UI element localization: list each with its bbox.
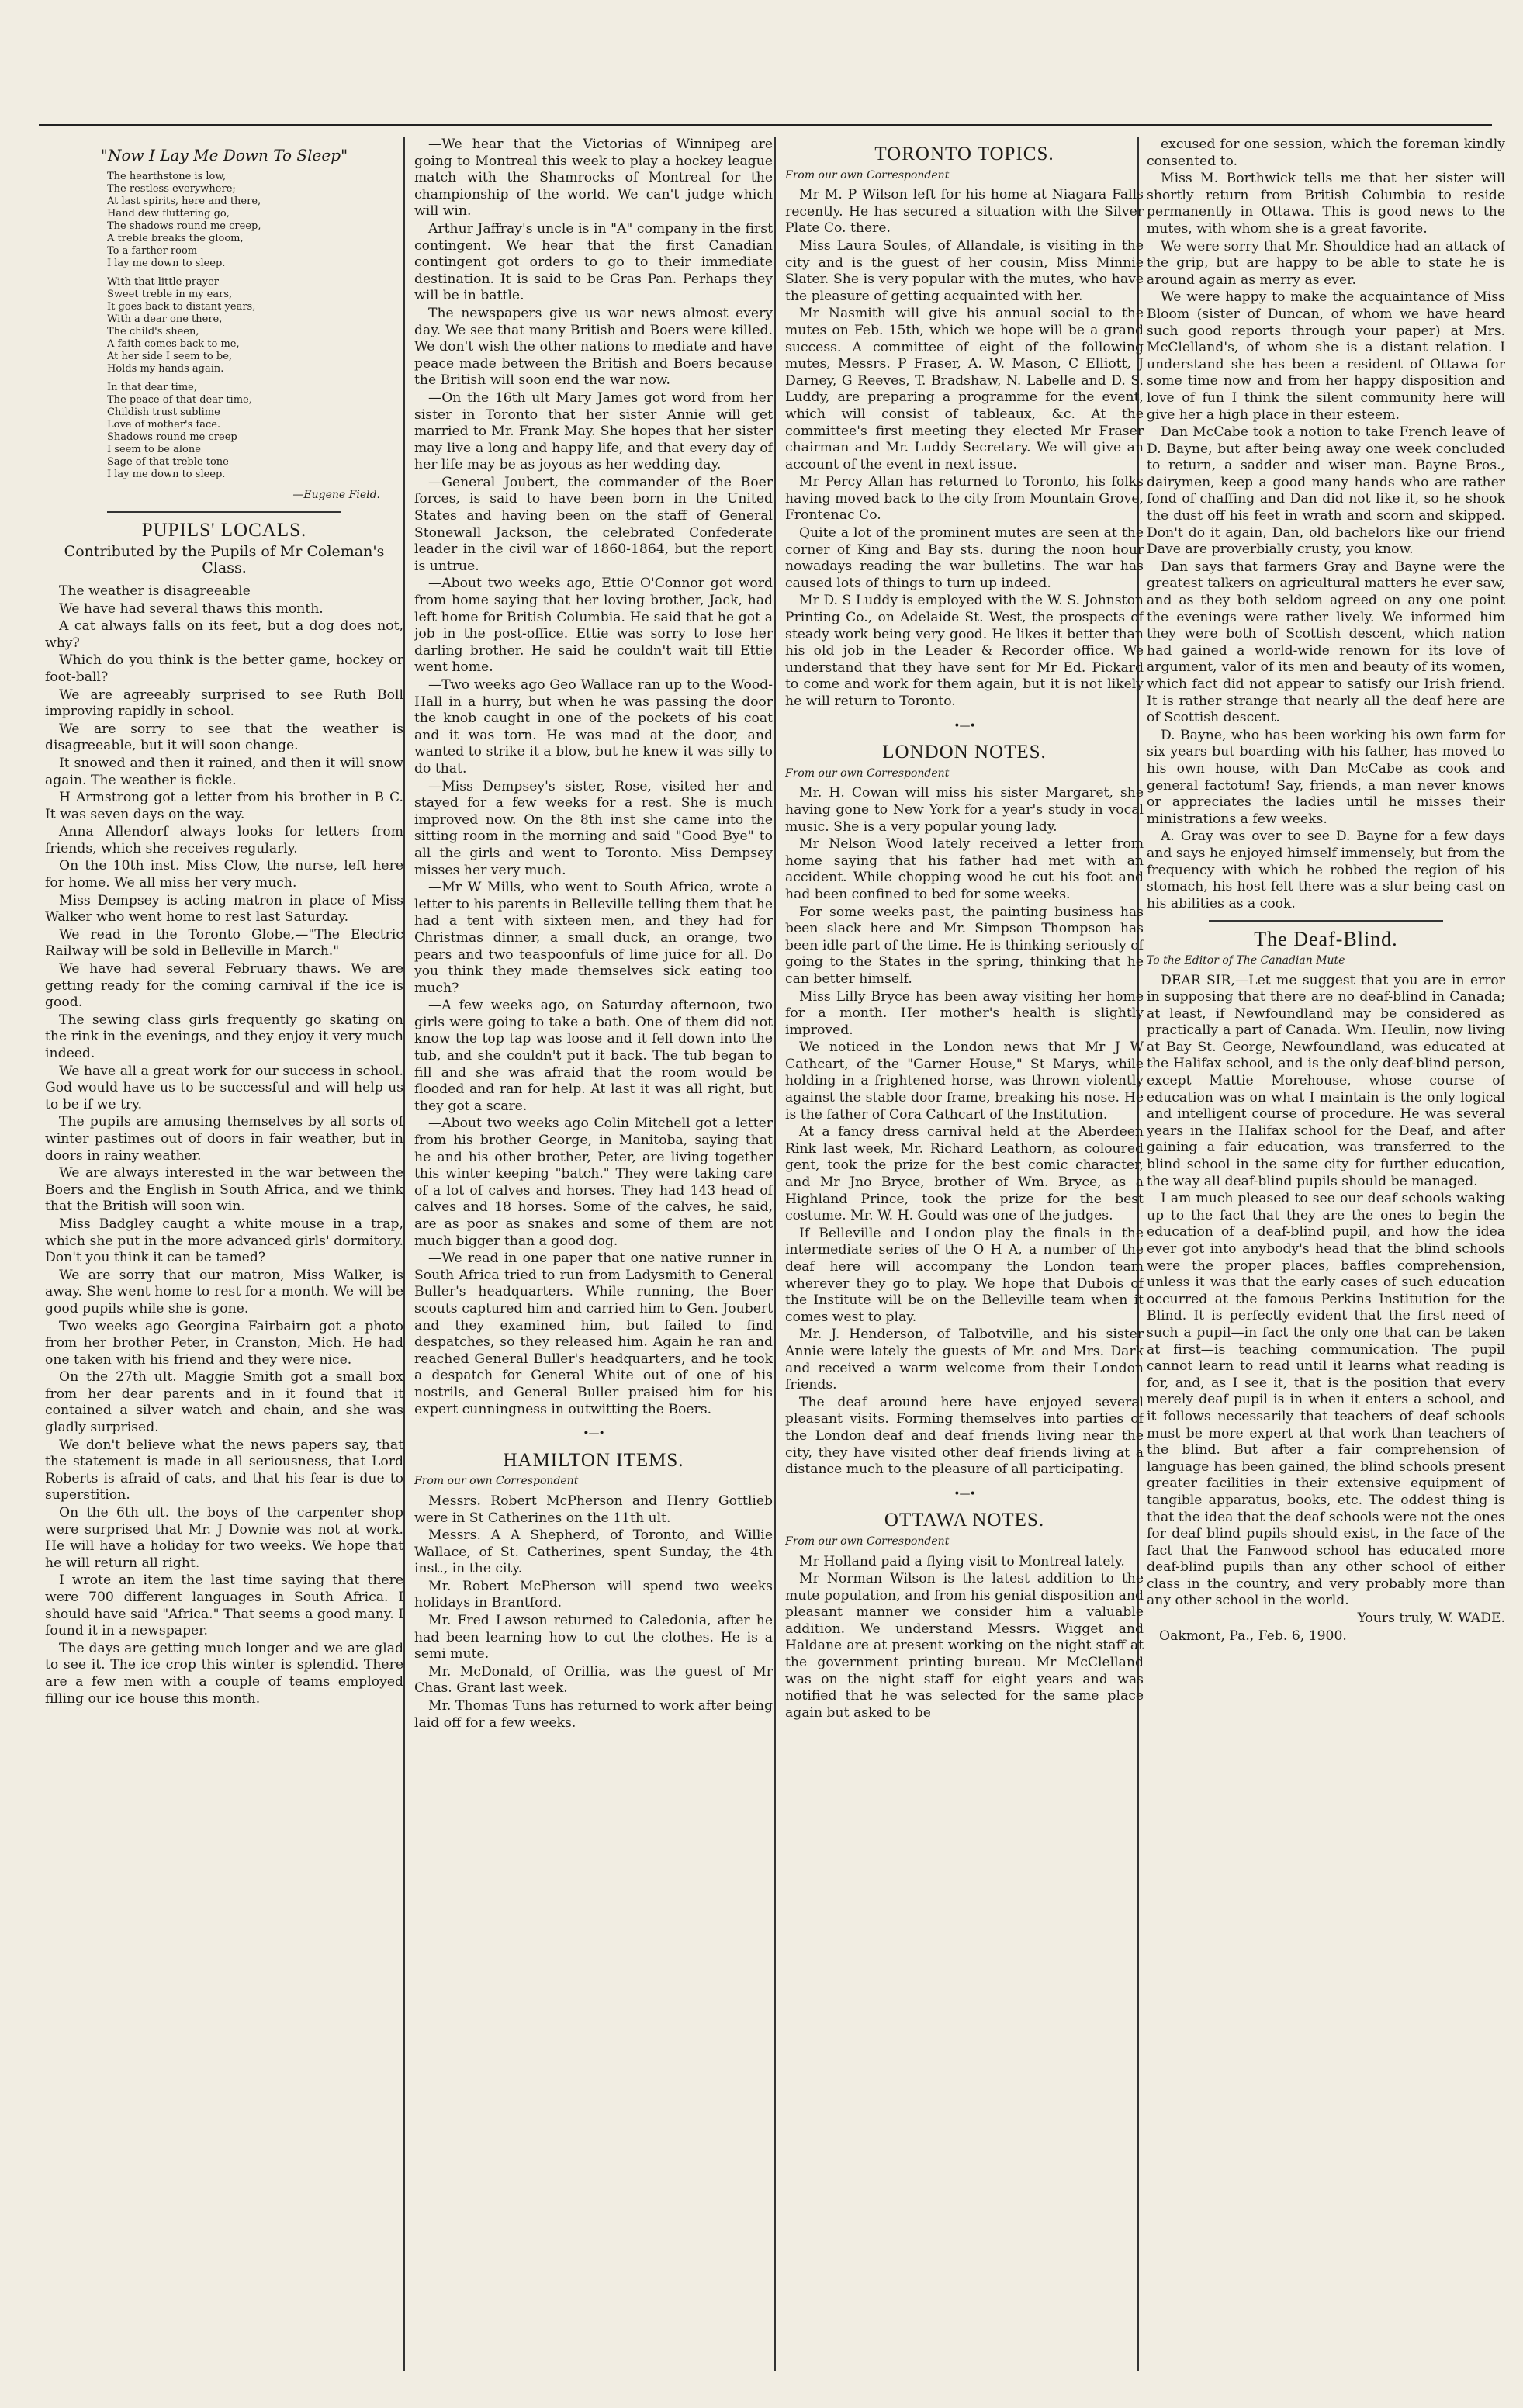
poem-line: Love of mother's face. xyxy=(107,418,221,431)
paragraph: Mr D. S Luddy is employed with the W. S. Johnston Printing Co., on Adelaide St. West, the prospects of steady work being very good. He likes it better than his old job in the Leader & Recorder office. We understand that they have sent for Mr Ed. Pickard to come and work for them again, but it is not likely he will return to Toronto. xyxy=(785,593,1144,709)
paragraph: At a fancy dress carnival held at the Aberdeen Rink last week, Mr. Richard Leathorn, as coloured gent, took the prize for the best comic character, and Mr Jno Bryce, brother of Wm. Bryce, as a Highland Prince, took the prize for the best costume. Mr. W. H. Gould was one of the judges. xyxy=(785,1124,1144,1224)
section-heading: OTTAWA NOTES. xyxy=(884,1510,1045,1531)
paragraph: It snowed and then it rained, and then it will snow again. The weather is fickle. xyxy=(45,755,403,788)
poem-line: The child's sheen, xyxy=(107,325,199,337)
paragraph: Mr. Fred Lawson returned to Caledonia, after he had been learning how to cut the clothes. He is a semi mute. xyxy=(414,1613,773,1662)
poem-stanza xyxy=(107,382,403,481)
poem-line: Shadows round me creep xyxy=(107,431,237,443)
poem-line: The hearthstone is low, xyxy=(107,170,227,182)
paragraph: Mr M. P Wilson left for his home at Niagara Falls recently. He has secured a situation with the Silver Plate Co. there. xyxy=(785,187,1144,237)
paragraph: Dan McCabe took a notion to take French leave of D. Bayne, but after being away one week concluded to return, a sadder and wiser man. Bayne Bros., dairymen, keep a good many hands who are rather fond of chaffing and Dan did not like it, so he shook the dust off his feet in wrath and scorn and skipped. Don't do it again, Dan, old bachelors like our friend Dave are proverbially crusty, you know. xyxy=(1147,424,1505,558)
paragraph: We read in the Toronto Globe,—"The Electric Railway will be sold in Belleville in March." xyxy=(45,926,403,960)
paragraph: A. Gray was over to see D. Bayne for a few days and says he enjoyed himself immensely, but from the frequency with which he robbed the region of his stomach, his host felt there was a slur being cast on his abilities as a cook. xyxy=(1147,829,1505,912)
paragraph: Mr. Robert McPherson will spend two weeks holidays in Brantford. xyxy=(414,1578,773,1611)
top-rule xyxy=(39,124,1492,126)
poem-stanza xyxy=(107,171,403,270)
paragraph: Mr Percy Allan has returned to Toronto, his folks having moved back to the city from Mountain Grove, Frontenac Co. xyxy=(785,474,1144,524)
poem-line: Hand dew fluttering go, xyxy=(107,207,230,220)
poem-line: The shadows round me creep, xyxy=(107,220,261,232)
paragraph: Dan says that farmers Gray and Bayne were the greatest talkers on agricultural matters he ever saw, and as they both seldom agreed on any one point the evenings were rather lively. We informed him they were both of Scottish descent, which nation had gained a world-wide renown for its love of argument, valor of its men and beauty of its women, which fact did not appear to satisfy our Irish friend. It is rather strange that nearly all the deaf here are of Scottish descent. xyxy=(1147,559,1505,726)
paragraph: —We read in one paper that one native runner in South Africa tried to run from Ladysmith to General Buller's headquarters. While running, the Boer scouts captured him and carried him to Gen. Joubert and they examined him, but failed to find despatches, so they released him. Again he ran and reached General Buller's headquarters, and he took a despatch for General White out of one of his nostrils, and General Buller praised him for his expert cunningness in outwitting the Boers. xyxy=(414,1251,773,1417)
paragraph: Miss Laura Soules, of Allandale, is visiting in the city and is the guest of her cousin, Miss Minnie Slater. She is very popular with the mutes, who have the pleasure of getting acquainted with her. xyxy=(785,237,1144,304)
poem-line: I lay me down to sleep. xyxy=(107,468,226,480)
paragraph: Anna Allendorf always looks for letters from friends, which she receives regularly. xyxy=(45,824,403,856)
paragraph: —We hear that the Victorias of Winnipeg are going to Montreal this week to play a hockey league match with the Shamrocks of Montreal for the championship of the world. We can't judge which will win. xyxy=(414,137,773,220)
paragraph: On the 6th ult. the boys of the carpenter shop were surprised that Mr. J Downie was not at work. He will have a holiday for two weeks. We hope that he will return all right. xyxy=(45,1505,403,1571)
paragraph: Mr. McDonald, of Orillia, was the guest of Mr Chas. Grant last week. xyxy=(414,1663,773,1697)
column-4 xyxy=(1147,137,1505,2371)
poem-author: —Eugene Field. xyxy=(292,488,380,501)
section-heading: LONDON NOTES. xyxy=(882,742,1047,763)
paragraph: The deaf around here have enjoyed several pleasant visits. Forming themselves into parties of the London deaf and deaf friends living near the city, they have visited other deaf friends living at a distance much to the pleasure of all participating. xyxy=(785,1394,1144,1478)
paragraph: The days are getting much longer and we are glad to see it. The ice crop this winter is splendid. There are a few men with a couple of teams employed filling our ice house this month. xyxy=(45,1640,403,1707)
paragraph: Miss Dempsey is acting matron in place of Miss Walker who went home to rest last Saturday. xyxy=(45,892,403,925)
poem-line: A faith comes back to me, xyxy=(107,337,240,350)
poem-line: I seem to be alone xyxy=(107,443,201,455)
byline: From our own Correspondent xyxy=(785,1534,950,1548)
paragraph: Miss Badgley caught a white mouse in a trap, which she put in the more advanced girls' dormitory. Don't you think it can be tamed? xyxy=(45,1216,403,1266)
paragraph: The pupils are amusing themselves by all sorts of winter pastimes out of doors in fair weather, but in doors in rainy weather. xyxy=(45,1114,403,1164)
poem-line: Holds my hands again. xyxy=(107,362,224,375)
section-heading: The Deaf-Blind. xyxy=(1254,928,1398,951)
paragraph: We have had several thaws this month. xyxy=(59,600,324,617)
byline: Contributed by the Pupils of Mr Coleman's Class. xyxy=(64,542,385,577)
poem-line: The restless everywhere; xyxy=(107,182,236,195)
paragraph: Two weeks ago Georgina Fairbairn got a photo from her brother Peter, in Cranston, Mich. He had one taken with his friend and they were nice. xyxy=(45,1318,403,1368)
section-heading: TORONTO TOPICS. xyxy=(874,144,1054,164)
poem-line: Childish trust sublime xyxy=(107,406,220,418)
poem-line: It goes back to distant years, xyxy=(107,300,256,313)
poem-line: At last spirits, here and there, xyxy=(107,195,261,207)
paragraph: The weather is disagreeable xyxy=(59,583,251,599)
paragraph: H Armstrong got a letter from his brother in B C. It was seven days on the way. xyxy=(45,790,403,822)
paragraph: excused for one session, which the foreman kindly consented to. xyxy=(1147,137,1505,169)
paragraph: If Belleville and London play the finals in the intermediate series of the O H A, a number of the deaf here will accompany the London team wherever they go to play. We hope that Dubois of the Institute will be on the Belleville team when it comes west to play. xyxy=(785,1225,1144,1325)
column-rule xyxy=(774,137,776,2371)
paragraph: Quite a lot of the prominent mutes are seen at the corner of King and Bay sts. during the noon hour nowadays reading the war bulletins. The war has caused lots of things to turn up indeed. xyxy=(785,525,1144,591)
poem-stanza xyxy=(107,276,403,375)
section-divider xyxy=(107,511,341,513)
paragraph: —About two weeks ago, Ettie O'Connor got word from home saying that her loving brother, Jack, had left home for British Columbia. He said that he got a job in the post-office. Ettie was sorry to lose her darling brother. He said he couldn't wait till Ettie went home. xyxy=(414,576,773,676)
column-2 xyxy=(414,137,773,2371)
paragraph: We were happy to make the acquaintance of Miss Bloom (sister of Duncan, of whom we have heard such good reports through your paper) at Mrs. McClelland's, of whom she is a distant relation. I understand she has been a resident of Ottawa for some time now and from her happy disposition and love of fun I think the silent community here will give her a high place in their esteem. xyxy=(1147,289,1505,423)
paragraph: —Miss Dempsey's sister, Rose, visited her and stayed for a few weeks for a rest. She is much improved now. On the 8th inst she came into the sitting room in the morning and said "Good Bye" to all the girls and went to Toronto. Miss Dempsey misses her very much. xyxy=(414,778,773,878)
poem-line: A treble breaks the gloom, xyxy=(107,232,244,244)
paragraph: Mr Norman Wilson is the latest addition to the mute population, and from his genial disposition and pleasant manner we consider him a valuable addition. We understand Messrs. Wigget and Haldane are at present working on the night staff at the government printing bureau. Mr McClelland was on the night staff for eight years and was notified that he was selected for the same place again but asked to be xyxy=(785,1571,1144,1721)
poem-line: The peace of that dear time, xyxy=(107,393,252,406)
poem-line: In that dear time, xyxy=(107,381,197,393)
paragraph: I wrote an item the last time saying that there were 700 different languages in South Africa. I should have said "Africa." That seems a good many. I found it in a newspaper. xyxy=(45,1572,403,1639)
paragraph: We are agreeably surprised to see Ruth Boll improving rapidly in school. xyxy=(45,687,403,720)
poem-line: Sweet treble in my ears, xyxy=(107,288,233,300)
poem-title: "Now I Lay Me Down To Sleep" xyxy=(100,146,348,164)
signature: Yours truly, W. WADE. xyxy=(1357,1611,1505,1627)
paragraph: —General Joubert, the commander of the Boer forces, is said to have been born in the United States and having been on the staff of General Stonewall Jackson, the celebrated Confederate leader in the civil war of 1860-1864, but the report is untrue. xyxy=(414,474,773,574)
paragraph: Miss M. Borthwick tells me that her sister will shortly return from British Columbia to reside permanently in Ottawa. This is good news to the mutes, with whom she is a great favorite. xyxy=(1147,171,1505,237)
section-ornament: •—• xyxy=(954,1487,975,1500)
paragraph: The sewing class girls frequently go skating on the rink in the evenings, and they enjoy it very much indeed. xyxy=(45,1012,403,1061)
paragraph: We are sorry to see that the weather is disagreeable, but it will soon change. xyxy=(45,721,403,754)
poem xyxy=(45,171,403,481)
paragraph: We are always interested in the war between the Boers and the English in South Africa, and we think that the British will soon win. xyxy=(45,1165,403,1215)
paragraph: Messrs. Robert McPherson and Henry Gottlieb were in St Catherines on the 11th ult. xyxy=(414,1493,773,1526)
paragraph: Arthur Jaffray's uncle is in "A" company in the first contingent. We hear that the first Canadian contingent got orders to go to their immediate destination. It is said to be Gras Pan. Perhaps they will be in battle. xyxy=(414,220,773,304)
paragraph: The newspapers give us war news almost every day. We see that many British and Boers were killed. We don't wish the other nations to mediate and have peace made between the British and Boers because the British will soon end the war now. xyxy=(414,305,773,389)
paragraph: We were sorry that Mr. Shouldice had an attack of the grip, but are happy to be able to state he is around again as merry as ever. xyxy=(1147,238,1505,288)
paragraph: D. Bayne, who has been working his own farm for six years but boarding with his father, has moved to his own house, with Dan McCabe as cook and general factotum! Say, friends, a man never knows or appreciates the ladies until he misses their ministrations a few weeks. xyxy=(1147,727,1505,827)
paragraph: Mr Holland paid a flying visit to Montreal lately. xyxy=(799,1553,1125,1569)
poem-line: To a farther room xyxy=(107,244,198,257)
column-rule xyxy=(403,137,405,2371)
paragraph: We have all a great work for our success in school. God would have us to be successful and will help us to be if we try. xyxy=(45,1063,403,1112)
section-heading: PUPILS' LOCALS. xyxy=(141,520,307,541)
paragraph: I am much pleased to see our deaf schools waking up to the fact that they are the ones to begin the education of a deaf-blind pupil, and how the idea ever got into anybody's head that the blind schools were the proper places, baffles comprehension, unless it was that the early cases of such education occurred at the famous Perkins Institution for the Blind. It is perfectly evident that the first need of such a pupil—in fact the only one that can be taken at first—is teaching communication. The pupil cannot learn to read until it learns what reading is for, and, as I see it, that is the position that every merely deaf pupil is in when it enters a school, and it follows necessarily that teachers of deaf schools must be more expert at that work than teachers of the blind. But after a fair comprehension of language has been gained, the blind schools present greater facilities in their extensive equipment of tangible apparatus, books, etc. The oddest thing is that the idea that the deaf schools were not the ones for deaf blind pupils should exist, in the face of the fact that the Fanwood school has educated more deaf-blind pupils than any other school of either class in the country, and very probably more than any other school in the world. xyxy=(1147,1191,1505,1609)
paragraph: —Two weeks ago Geo Wallace ran up to the Wood-Hall in a hurry, but when he was passing the door the knob caught in one of the pockets of his coat and it was torn. He was mad at the door, and wanted to strike it a blow, but he knew it was silly to do that. xyxy=(414,677,773,777)
section-heading: HAMILTON ITEMS. xyxy=(503,1449,684,1471)
section-ornament: •—• xyxy=(954,719,975,732)
byline: To the Editor of The Canadian Mute xyxy=(1147,953,1345,967)
poem-line: At her side I seem to be, xyxy=(107,350,233,362)
poem-line: With a dear one there, xyxy=(107,313,223,325)
paragraph: Messrs. A A Shepherd, of Toronto, and Willie Wallace, of St. Catherines, spent Sunday, the 4th inst., in the city. xyxy=(414,1527,773,1577)
poem-line: I lay me down to sleep. xyxy=(107,257,226,269)
paragraph: For some weeks past, the painting business has been slack here and Mr. Simpson Thompson has been idle part of the time. He is thinking seriously of going to the States in the spring, thinking that he can better himself. xyxy=(785,904,1144,987)
paragraph: Mr Nelson Wood lately received a letter from home saying that his father had met with an accident. While chopping wood he cut his foot and had been confined to bed for some weeks. xyxy=(785,836,1144,902)
byline: From our own Correspondent xyxy=(414,1475,579,1488)
paragraph: Miss Lilly Bryce has been away visiting her home for a month. Her mother's health is slightly improved. xyxy=(785,988,1144,1038)
paragraph: —A few weeks ago, on Saturday afternoon, two girls were going to take a bath. One of them did not know the top tap was loose and it fell down into the tub, and she couldn't put it back. The tub began to fill and she was afraid that the room would be flooded and ran for help. At last it was all right, but they got a scare. xyxy=(414,998,773,1114)
paragraph: A cat always falls on its feet, but a dog does not, why? xyxy=(45,618,403,651)
poem-line: With that little prayer xyxy=(107,275,220,288)
section-divider xyxy=(1209,920,1443,922)
paragraph: On the 27th ult. Maggie Smith got a small box from her dear parents and in it found that it contained a silver watch and chain, and she was gladly surprised. xyxy=(45,1369,403,1436)
column-1 xyxy=(45,137,403,2371)
paragraph: On the 10th inst. Miss Clow, the nurse, left here for home. We all miss her very much. xyxy=(45,858,403,891)
section-ornament: •—• xyxy=(583,1427,604,1441)
paragraph: Mr. Thomas Tuns has returned to work after being laid off for a few weeks. xyxy=(414,1698,773,1731)
paragraph: We are sorry that our matron, Miss Walker, is away. She went home to rest for a month. We will be good pupils while she is gone. xyxy=(45,1267,403,1316)
paragraph: We don't believe what the news papers say, that the statement is made in all seriousness, that Lord Roberts is afraid of cats, and that his fear is due to superstition. xyxy=(45,1437,403,1503)
paragraph: DEAR SIR,—Let me suggest that you are in error in supposing that there are no deaf-blind in Canada; at least, if Newfoundland may be considered as practically a part of Canada. Wm. Heulin, now living at Bay St. George, Newfoundland, was educated at the Halifax school, and is the only deaf-blind person, except Mattie Morehouse, whose course of education was on what I maintain is the only logical and intelligent course of procedure. He was several years in the Halifax school for the Deaf, and after gaining a fair education, was transferred to the blind school in the same city for further education, the way all deaf-blind pupils should be managed. xyxy=(1147,972,1505,1189)
paragraph: Which do you think is the better game, hockey or foot-ball? xyxy=(45,652,403,685)
paragraph: We have had several February thaws. We are getting ready for the coming carnival if the ice is good. xyxy=(45,961,403,1011)
byline: From our own Correspondent xyxy=(785,168,950,182)
column-3 xyxy=(785,137,1144,2371)
paragraph: —Mr W Mills, who went to South Africa, wrote a letter to his parents in Belleville telling them that he had a tent with sixteen men, and they had for Christmas dinner, a small duck, an orange, two pears and two teaspoonfuls of lime juice for all. Do you think they made themselves sick eating too much? xyxy=(414,880,773,996)
paragraph: —On the 16th ult Mary James got word from her sister in Toronto that her sister Annie will get married to Mr. Frank May. She hopes that her sister may live a long and happy life, and that every day of her life may be as joyous as her wedding day. xyxy=(414,389,773,473)
paragraph: We noticed in the London news that Mr J W Cathcart, of the "Garner House," St Marys, while holding in a frightened horse, was thrown violently against the stable door frame, breaking his nose. He is the father of Cora Cathcart of the Institution. xyxy=(785,1040,1144,1123)
paragraph: —About two weeks ago Colin Mitchell got a letter from his brother George, in Manitoba, saying that he and his other brother, Peter, are living together this winter keeping "batch." They were taking care of a lot of calves and horses. They had 143 head of calves and 18 horses. Some of the calves, he said, are as poor as snakes and some of them are not much bigger than a good dog. xyxy=(414,1116,773,1249)
byline: From our own Correspondent xyxy=(785,766,950,780)
poem-line: Sage of that treble tone xyxy=(107,455,229,468)
paragraph: Mr. J. Henderson, of Talbotville, and his sister Annie were lately the guests of Mr. and Mrs. Dark and received a warm welcome from their London friends. xyxy=(785,1327,1144,1393)
dateline: Oakmont, Pa., Feb. 6, 1900. xyxy=(1159,1628,1347,1644)
paragraph: Mr. H. Cowan will miss his sister Margaret, she having gone to New York for a year's study in vocal music. She is a very popular young lady. xyxy=(785,785,1144,835)
paragraph: Mr Nasmith will give his annual social to the mutes on Feb. 15th, which we hope will be a grand success. A committee of eight of the following mutes, Messrs. P Fraser, A. W. Mason, C Elliott, J Darney, G Reeves, T. Bradshaw, N. Labelle and D. S. Luddy, are preparing a programme for the event, which will consist of tableaux, &c. At the committee's first meeting they elected Mr Fraser chairman and Mr. Luddy Secretary. We will give an account of the event in next issue. xyxy=(785,306,1144,472)
